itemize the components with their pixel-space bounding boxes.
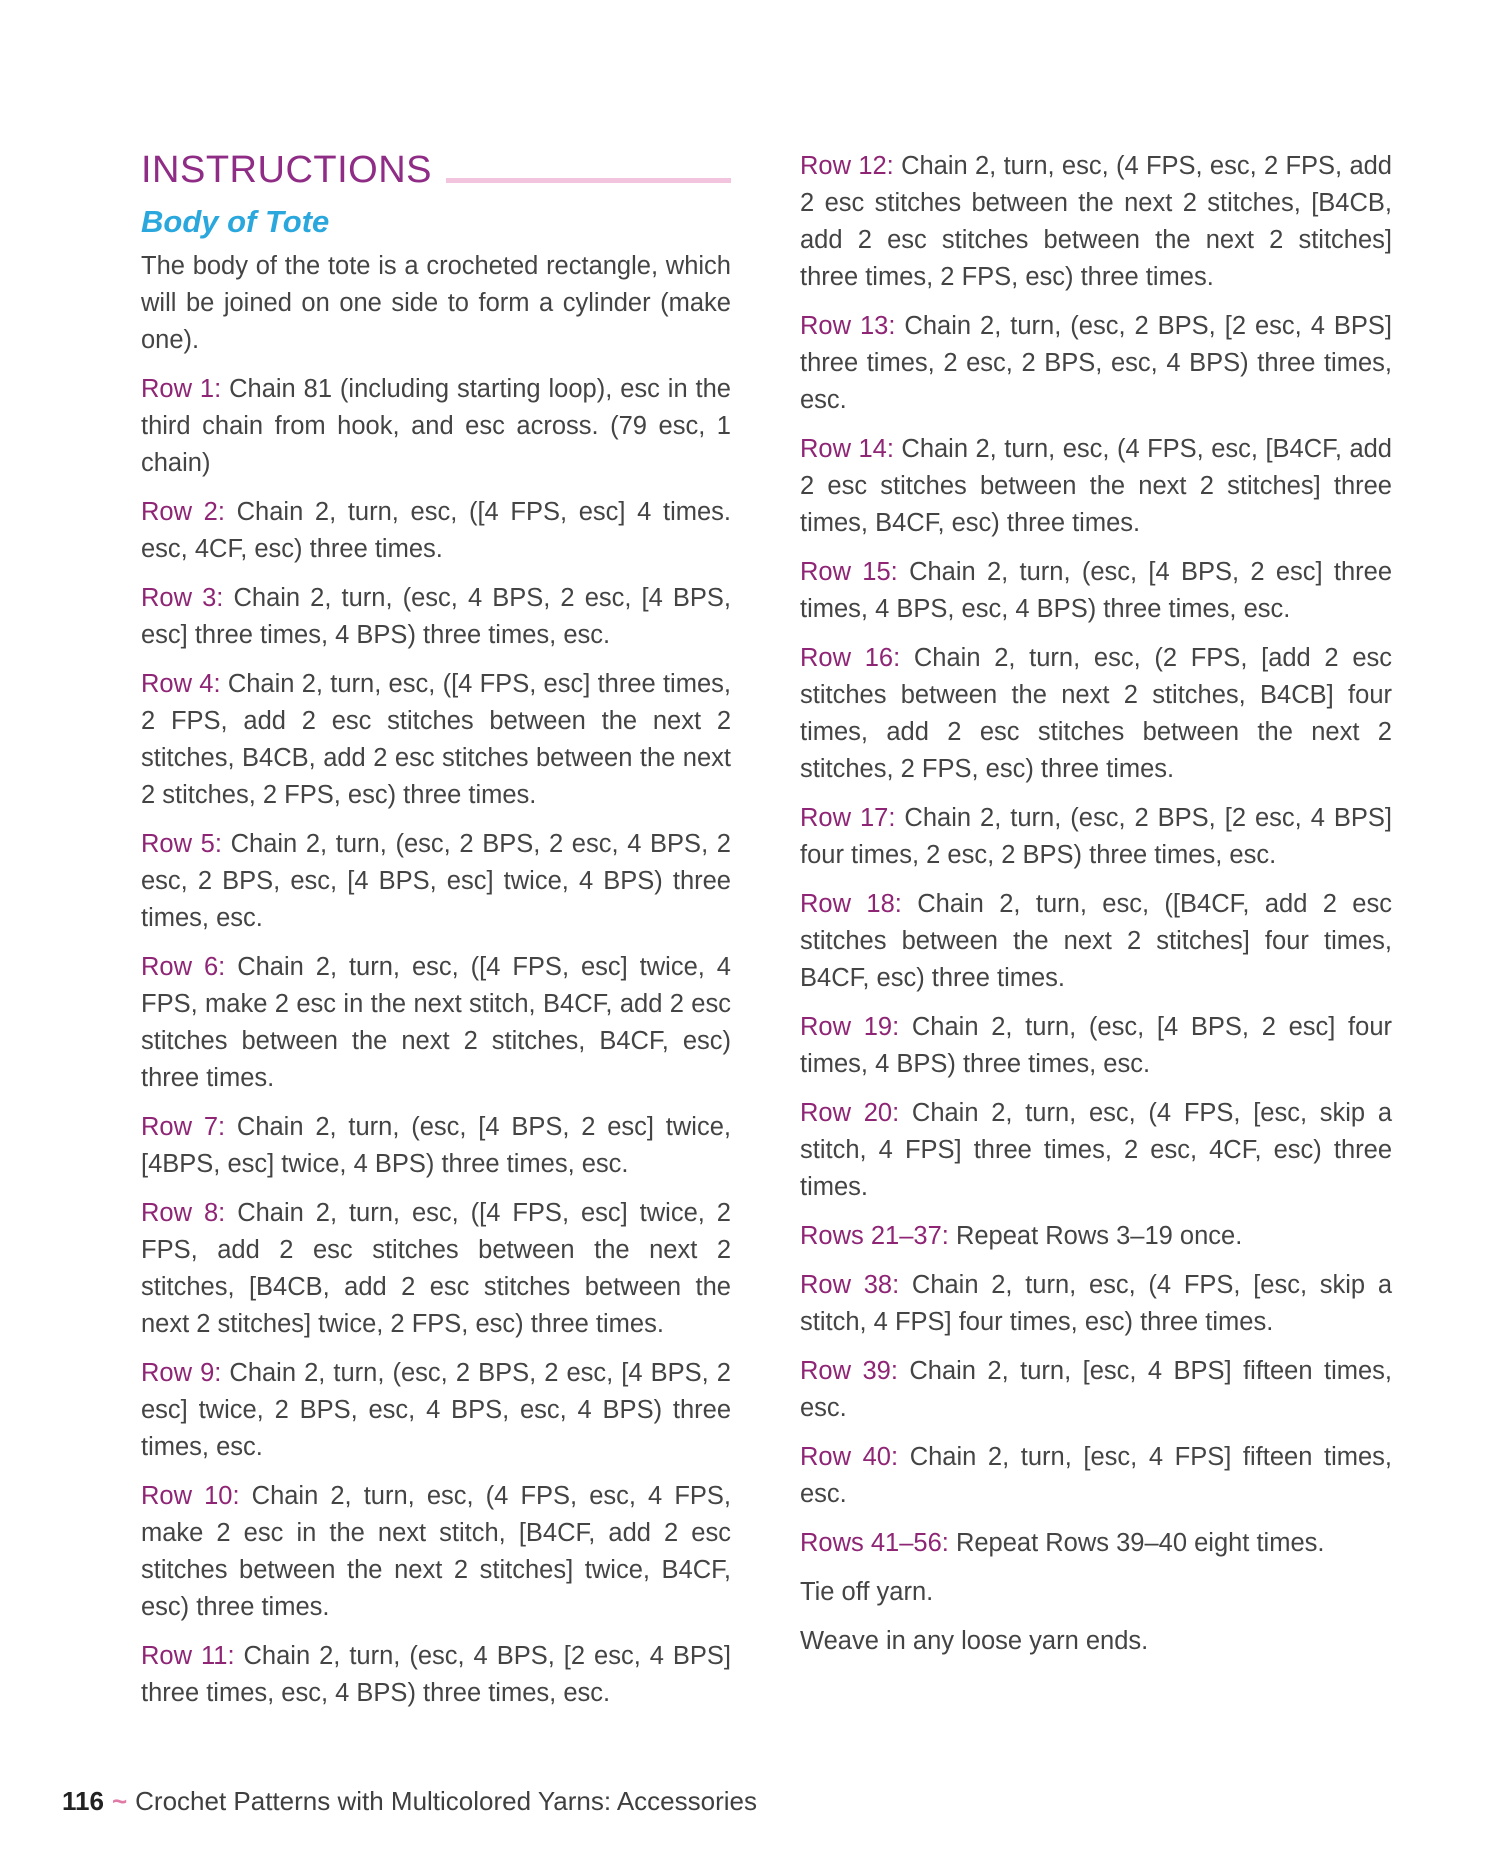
row-instruction xyxy=(141,826,731,937)
row-label: Row 7: xyxy=(141,1113,226,1141)
row-label: Row 17: xyxy=(800,804,896,832)
subheading: Body of Tote xyxy=(141,204,330,239)
row-instruction xyxy=(141,494,731,568)
row-text: Repeat Rows 39–40 eight times. xyxy=(955,1529,1325,1557)
row-instruction xyxy=(800,1353,1392,1427)
row-label: Row 6: xyxy=(141,953,226,981)
row-instruction xyxy=(800,1095,1392,1206)
right-column xyxy=(800,148,1392,1672)
row-instruction xyxy=(800,640,1392,788)
row-label: Row 38: xyxy=(800,1271,900,1299)
row-label: Row 4: xyxy=(141,670,221,698)
row-instruction xyxy=(800,431,1392,542)
row-label: Row 1: xyxy=(141,375,222,403)
row-text: Chain 81 (including starting loop), esc in the third chain from hook, and esc across. (79 esc, 1 chain) xyxy=(141,375,731,477)
row-text: Chain 2, turn, esc, ([4 FPS, esc] 4 times. esc, 4CF, esc) three times. xyxy=(141,498,731,563)
row-instruction xyxy=(141,1195,731,1343)
closing-line: Tie off yarn. xyxy=(800,1578,934,1606)
row-label: Row 40: xyxy=(800,1443,899,1471)
row-label: Row 16: xyxy=(800,644,901,672)
row-label: Row 12: xyxy=(800,152,894,180)
row-instruction xyxy=(800,800,1392,874)
row-text: Chain 2, turn, esc, (4 FPS, esc, [B4CF, add 2 esc stitches between the next 2 stitches] three times, B4CF, esc) three times. xyxy=(800,435,1392,537)
row-label: Row 20: xyxy=(800,1099,900,1127)
row-text: Chain 2, turn, esc, (4 FPS, esc, 4 FPS, make 2 esc in the next stitch, [B4CF, add 2 esc stitches between the next 2 stitches] twice, B4CF, esc) three times. xyxy=(141,1482,732,1621)
row-label: Rows 41–56: xyxy=(800,1529,949,1557)
right-row-list xyxy=(800,148,1392,1562)
row-instruction xyxy=(800,1267,1392,1341)
row-text: Chain 2, turn, esc, ([B4CF, add 2 esc stitches between the next 2 stitches] four times, B4CF, esc) three times. xyxy=(800,890,1392,992)
row-text: Chain 2, turn, esc, (4 FPS, [esc, skip a stitch, 4 FPS] three times, 2 esc, 4CF, esc) three times. xyxy=(800,1099,1393,1201)
row-text: Chain 2, turn, (esc, 2 BPS, 2 esc, 4 BPS, 2 esc, 2 BPS, esc, [4 BPS, esc] twice, 4 BPS) three times, esc. xyxy=(141,830,731,932)
row-text: Chain 2, turn, [esc, 4 BPS] fifteen times, esc. xyxy=(800,1357,1392,1422)
row-instruction xyxy=(800,148,1392,296)
row-instruction xyxy=(800,1009,1392,1083)
row-label: Row 3: xyxy=(141,584,224,612)
row-text: Chain 2, turn, (esc, 2 BPS, 2 esc, [4 BPS, 2 esc] twice, 2 BPS, esc, 4 BPS, esc, 4 BPS) three times, esc. xyxy=(141,1359,731,1461)
row-instruction xyxy=(800,1525,1392,1562)
row-instruction xyxy=(141,580,731,654)
section-header xyxy=(141,148,731,192)
row-instruction xyxy=(141,949,731,1097)
section-divider xyxy=(446,178,731,183)
row-instruction xyxy=(141,1638,731,1712)
row-label: Row 13: xyxy=(800,312,896,340)
row-text: Chain 2, turn, esc, (4 FPS, esc, 2 FPS, add 2 esc stitches between the next 2 stitches, [B4CB, add 2 esc stitches between the next 2 stitches] three times, 2 FPS, esc) three times. xyxy=(800,152,1392,291)
row-label: Row 2: xyxy=(141,498,225,526)
row-instruction xyxy=(800,554,1392,628)
row-instruction xyxy=(141,666,731,814)
row-label: Row 15: xyxy=(800,558,898,586)
footer-separator: ~ xyxy=(111,1786,128,1816)
row-label: Row 5: xyxy=(141,830,222,858)
row-text: Chain 2, turn, (esc, 2 BPS, [2 esc, 4 BPS] four times, 2 esc, 2 BPS) three times, esc. xyxy=(800,804,1392,869)
row-label: Row 8: xyxy=(141,1199,226,1227)
book-title: Crochet Patterns with Multicolored Yarns: Accessories xyxy=(135,1786,757,1816)
row-text: Chain 2, turn, (esc, 2 BPS, [2 esc, 4 BPS] three times, 2 esc, 2 BPS, esc, 4 BPS) three times, esc. xyxy=(800,312,1392,414)
row-text: Repeat Rows 3–19 once. xyxy=(955,1222,1243,1250)
row-instruction xyxy=(141,1478,731,1626)
row-text: Chain 2, turn, (esc, 4 BPS, 2 esc, [4 BPS, esc] three times, 4 BPS) three times, esc. xyxy=(141,584,731,649)
left-column xyxy=(141,148,731,1724)
row-text: Chain 2, turn, (esc, [4 BPS, 2 esc] four times, 4 BPS) three times, esc. xyxy=(800,1013,1392,1078)
row-label: Row 18: xyxy=(800,890,902,918)
row-instruction xyxy=(800,308,1392,419)
row-text: Chain 2, turn, (esc, 4 BPS, [2 esc, 4 BPS] three times, esc, 4 BPS) three times, esc. xyxy=(141,1642,731,1707)
row-label: Row 9: xyxy=(141,1359,222,1387)
row-instruction xyxy=(141,1355,731,1466)
row-label: Row 11: xyxy=(141,1642,235,1670)
row-text: Chain 2, turn, (esc, [4 BPS, 2 esc] twice, [4BPS, esc] twice, 4 BPS) three times, esc. xyxy=(141,1113,731,1178)
row-label: Rows 21–37: xyxy=(800,1222,949,1250)
closing-line: Weave in any loose yarn ends. xyxy=(800,1627,1149,1655)
intro-paragraph: The body of the tote is a crocheted rectangle, which will be joined on one side to form a cylinder (make one). xyxy=(141,252,731,354)
row-text: Chain 2, turn, esc, ([4 FPS, esc] twice, 2 FPS, add 2 esc stitches between the next 2 stitches, [B4CB, add 2 esc stitches between the next 2 stitches] twice, 2 FPS, esc) three times. xyxy=(141,1199,731,1338)
row-label: Row 14: xyxy=(800,435,894,463)
row-label: Row 39: xyxy=(800,1357,898,1385)
row-text: Chain 2, turn, [esc, 4 FPS] fifteen times, esc. xyxy=(800,1443,1393,1508)
row-instruction xyxy=(800,1439,1392,1513)
row-instruction xyxy=(800,1218,1392,1255)
row-text: Chain 2, turn, esc, ([4 FPS, esc] twice, 4 FPS, make 2 esc in the next stitch, B4CF, add 2 esc stitches between the next 2 stitches, B4CF, esc) three times. xyxy=(141,953,731,1092)
section-title: INSTRUCTIONS xyxy=(141,149,432,191)
row-text: Chain 2, turn, esc, (2 FPS, [add 2 esc stitches between the next 2 stitches, B4CB] four times, add 2 esc stitches between the next 2 stitches, 2 FPS, esc) three times. xyxy=(800,644,1392,783)
row-instruction xyxy=(800,886,1392,997)
row-instruction xyxy=(141,371,731,482)
row-text: Chain 2, turn, (esc, [4 BPS, 2 esc] three times, 4 BPS, esc, 4 BPS) three times, esc. xyxy=(800,558,1393,623)
row-label: Row 19: xyxy=(800,1013,900,1041)
row-text: Chain 2, turn, esc, (4 FPS, [esc, skip a stitch, 4 FPS] four times, esc) three times. xyxy=(800,1271,1393,1336)
page-number: 116 xyxy=(62,1786,104,1816)
left-row-list xyxy=(141,371,731,1712)
row-text: Chain 2, turn, esc, ([4 FPS, esc] three times, 2 FPS, add 2 esc stitches between the next 2 stitches, B4CB, add 2 esc stitches between the next 2 stitches, 2 FPS, esc) three times. xyxy=(141,670,731,809)
page-footer xyxy=(62,1786,757,1817)
row-instruction xyxy=(141,1109,731,1183)
row-label: Row 10: xyxy=(141,1482,240,1510)
